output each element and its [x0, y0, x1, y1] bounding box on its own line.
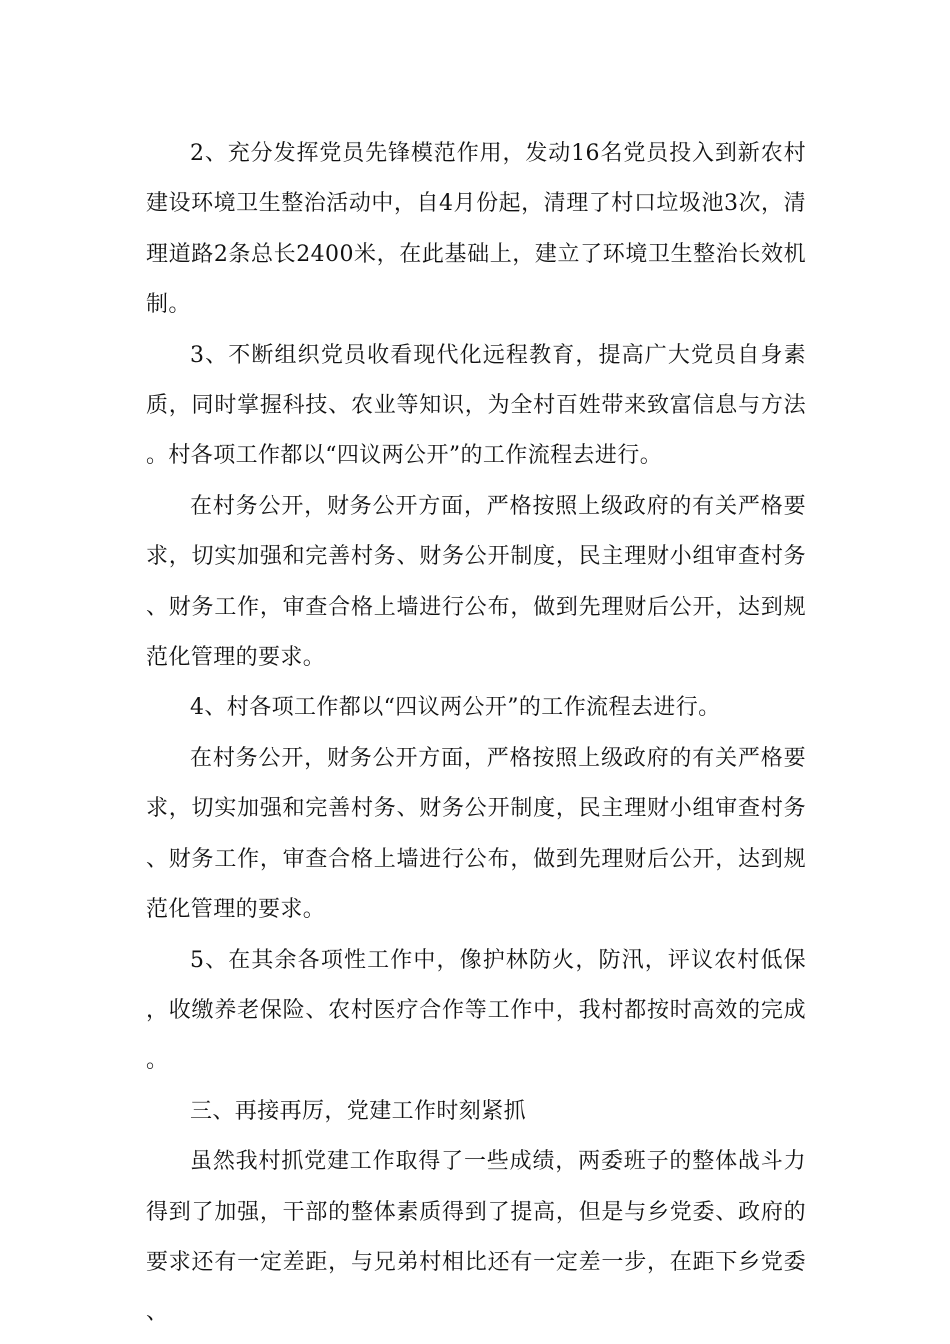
paragraph-shortcomings: 虽然我村抓党建工作取得了一些成绩，两委班子的整体战斗力得到了加强，干部的整体素质得到了提高，但是与乡党委、政府的要求还有一定差距，与兄弟村相比还有一定差一步，在距下乡党委、	[146, 1149, 806, 1326]
paragraph-item-5-other-work: 5、在其余各项性工作中，像护林防火，防汛，评议农村低保，收缴养老保险、农村医疗合作等工作中，我村都按时高效的完成。	[146, 947, 806, 1074]
document-body	[146, 129, 806, 1339]
paragraph-item-4-workflow: 4、村各项工作都以“四议两公开”的工作流程去进行。	[190, 695, 721, 721]
paragraph-item-3-remote-education: 3、不断组织党员收看现代化远程教育，提高广大党员自身素质，同时掌握科技、农业等知识，为全村百姓带来致富信息与方法。村各项工作都以“四议两公开”的工作流程去进行。	[146, 342, 806, 469]
paragraph-item-2-sanitation: 2、充分发挥党员先锋模范作用，发动16名党员投入到新农村建设环境卫生整治活动中，自4月份起，清理了村口垃圾池3次，清理道路2条总长2400米，在此基础上，建立了环境卫生整治长效机制。	[146, 141, 806, 318]
paragraph-openness-1: 在村务公开，财务公开方面，严格按照上级政府的有关严格要求，切实加强和完善村务、财务公开制度，民主理财小组审查村务、财务工作，审查合格上墙进行公布，做到先理财后公开，达到规范化管理的要求。	[146, 493, 806, 671]
paragraph-openness-2: 在村务公开，财务公开方面，严格按照上级政府的有关严格要求，切实加强和完善村务、财务公开制度，民主理财小组审查村务、财务工作，审查合格上墙进行公布，做到先理财后公开，达到规范化管理的要求。	[146, 745, 806, 923]
section-heading-three: 三、再接再厉，党建工作时刻紧抓	[190, 1098, 527, 1124]
